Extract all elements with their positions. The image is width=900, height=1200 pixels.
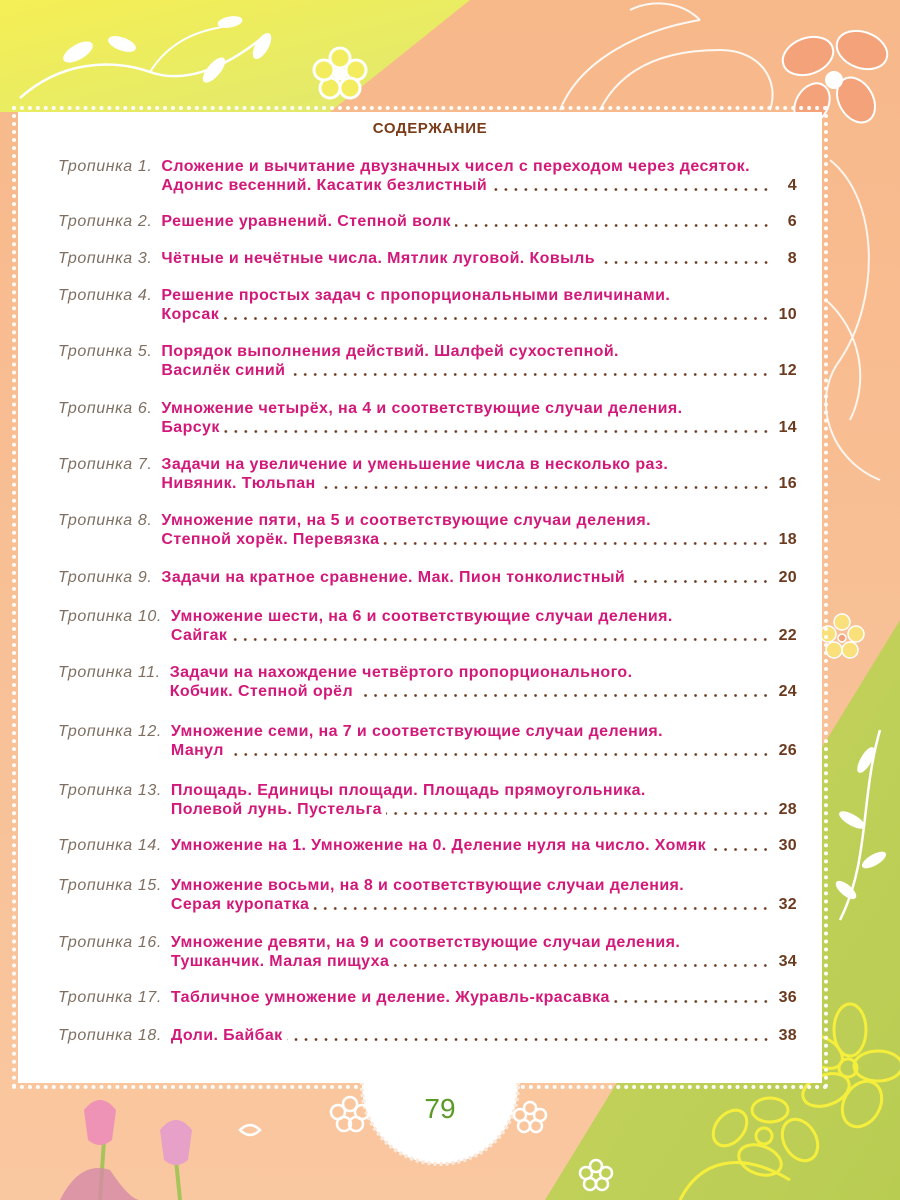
entry-body (161, 511, 797, 549)
entry-title-line: Задачи на увеличение и уменьшение числа в несколько раз. (161, 456, 669, 473)
toc-entry (58, 1026, 797, 1045)
entry-body (161, 568, 797, 587)
entry-title-text: Тушканчик. Малая пищуха (170, 953, 390, 970)
entry-last-line (171, 895, 797, 914)
entry-title-text: Полевой лунь. Пустельга (170, 801, 382, 818)
entry-page-number: 38 (778, 1027, 797, 1044)
entry-last-line (161, 361, 797, 380)
entry-body (170, 663, 797, 701)
entry-page-number: 18 (778, 531, 797, 548)
dot-leader (491, 188, 771, 191)
entry-title-text: Нивяник. Тюльпан (161, 475, 316, 492)
dot-leader (231, 638, 770, 641)
entry-page-number: 24 (778, 683, 797, 700)
entry-label: Тропинка 14. (58, 837, 162, 854)
entry-body (161, 286, 797, 324)
entry-page-number: 12 (778, 362, 797, 379)
toc-entry (58, 286, 797, 324)
entry-body (161, 157, 797, 195)
entry-label: Тропинка 8. (58, 512, 153, 529)
entry-title-text: Степной хорёк. Перевязка (161, 531, 380, 548)
entry-label: Тропинка 10. (58, 608, 162, 625)
entry-page-number: 6 (787, 213, 797, 230)
toc-entry (58, 511, 797, 549)
entry-last-line (161, 530, 797, 549)
entry-label: Тропинка 2. (58, 213, 153, 230)
entry-title-line: Площадь. Единицы площади. Площадь прямоугольника. (170, 782, 646, 799)
entry-page-number: 30 (778, 837, 797, 854)
entry-body (171, 933, 797, 971)
dot-leader (710, 848, 771, 851)
entry-last-line (171, 800, 797, 819)
entry-title-text: Манул (170, 742, 224, 759)
entry-body (171, 836, 797, 855)
dot-leader (599, 261, 771, 264)
entry-body (171, 1026, 797, 1045)
entry-body (171, 988, 797, 1007)
entry-title-text: Табличное умножение и деление. Журавль-красавка (170, 989, 610, 1006)
entry-body (171, 607, 797, 645)
entry-page-number: 26 (778, 742, 797, 759)
toc-entry (58, 933, 797, 971)
entry-title-line: Порядок выполнения действий. Шалфей сухостепной. (161, 343, 619, 360)
dot-leader (455, 224, 771, 227)
entry-title-text: Корсак (161, 306, 220, 323)
page-number: 79 (424, 1093, 456, 1124)
toc-entry (58, 342, 797, 380)
entry-last-line (171, 626, 797, 645)
entry-page-number: 32 (778, 896, 797, 913)
entry-body (161, 249, 797, 268)
entry-label: Тропинка 12. (58, 723, 162, 740)
entry-label: Тропинка 17. (58, 989, 162, 1006)
entry-title-text: Барсук (161, 419, 220, 436)
entry-label: Тропинка 13. (58, 782, 162, 799)
entry-label: Тропинка 11. (58, 664, 161, 681)
entry-label: Тропинка 15. (58, 877, 162, 894)
entry-last-line (161, 249, 797, 268)
entry-label: Тропинка 3. (58, 250, 153, 267)
entry-title-line: Умножение девяти, на 9 и соответствующие случаи деления. (170, 934, 681, 951)
entry-last-line (171, 836, 797, 855)
entry-page-number: 20 (778, 569, 797, 586)
dot-leader (228, 753, 771, 756)
entry-title-line: Умножение шести, на 6 и соответствующие случаи деления. (170, 608, 673, 625)
entry-last-line (171, 952, 797, 971)
dot-leader (629, 580, 770, 583)
entry-title-text: Задачи на кратное сравнение. Мак. Пион тонколистный (161, 569, 626, 586)
entry-title-line: Задачи на нахождение четвёртого пропорционального. (169, 664, 633, 681)
entry-body (171, 781, 797, 819)
entry-title-text: Чётные и нечётные числа. Мятлик луговой. Ковыль (161, 250, 595, 267)
dot-leader (313, 907, 770, 910)
entry-title-line: Решение простых задач с пропорциональными величинами. (161, 287, 671, 304)
toc-entry (58, 663, 797, 701)
entry-last-line (170, 682, 797, 701)
entry-last-line (171, 741, 797, 760)
entry-title-text: Сайгак (170, 627, 228, 644)
entry-page-number: 14 (778, 419, 797, 436)
entry-title-line: Сложение и вычитание двузначных чисел с переходом через десяток. (161, 158, 750, 175)
dot-leader (614, 1000, 771, 1003)
entry-label: Тропинка 7. (58, 456, 153, 473)
entry-title-line: Умножение семи, на 7 и соответствующие случаи деления. (170, 723, 664, 740)
entry-body (171, 876, 797, 914)
entry-page-number: 10 (778, 306, 797, 323)
entry-body (161, 455, 797, 493)
entry-body (161, 342, 797, 380)
entry-title-text: Адонис весенний. Касатик безлистный (161, 177, 488, 194)
entry-title-line: Умножение четырёх, на 4 и соответствующие случаи деления. (161, 400, 683, 417)
entry-label: Тропинка 6. (58, 400, 153, 417)
entry-title-text: Серая куропатка (170, 896, 310, 913)
entry-title-text: Умножение на 1. Умножение на 0. Деление нуля на число. Хомяк (170, 837, 707, 854)
toc-entry (58, 568, 797, 587)
entry-last-line (161, 418, 797, 437)
toc-entry (58, 249, 797, 268)
entry-last-line (161, 212, 797, 231)
toc-entry (58, 781, 797, 819)
entry-page-number: 36 (778, 989, 797, 1006)
entry-page-number: 4 (787, 177, 797, 194)
toc-entry (58, 157, 797, 195)
entry-title-text: Доли. Байбак (170, 1027, 283, 1044)
entry-last-line (171, 988, 797, 1007)
dot-leader (287, 1038, 771, 1041)
entry-label: Тропинка 1. (58, 158, 153, 175)
toc-entry (58, 836, 797, 855)
entry-label: Тропинка 16. (58, 934, 162, 951)
toc-entry (58, 876, 797, 914)
toc-entry (58, 722, 797, 760)
page-title: СОДЕРЖАНИЕ (372, 120, 488, 137)
entry-page-number: 22 (778, 627, 797, 644)
dot-leader (289, 373, 770, 376)
entry-last-line (161, 568, 797, 587)
entry-last-line (161, 176, 797, 195)
toc-entry (58, 607, 797, 645)
entry-label: Тропинка 18. (58, 1027, 162, 1044)
toc-entry (58, 212, 797, 231)
entry-label: Тропинка 5. (58, 343, 153, 360)
entry-body (161, 212, 797, 231)
dot-leader (320, 486, 771, 489)
entry-title-text: Кобчик. Степной орёл (169, 683, 354, 700)
entry-page-number: 28 (778, 801, 797, 818)
dot-leader (357, 694, 771, 697)
entry-last-line (161, 474, 797, 493)
dot-leader (383, 542, 770, 545)
dot-leader (224, 430, 771, 433)
entry-last-line (161, 305, 797, 324)
entry-page-number: 34 (778, 953, 797, 970)
entry-title-text: Решение уравнений. Степной волк (161, 213, 451, 230)
entry-label: Тропинка 4. (58, 287, 153, 304)
entry-body (171, 722, 797, 760)
dot-leader (393, 964, 770, 967)
toc-entry (58, 399, 797, 437)
dot-leader (386, 812, 771, 815)
entry-title-text: Василёк синий (161, 362, 286, 379)
entry-body (161, 399, 797, 437)
entry-page-number: 8 (787, 250, 797, 267)
entry-last-line (171, 1026, 797, 1045)
toc-entry (58, 988, 797, 1007)
entry-title-line: Умножение пяти, на 5 и соответствующие случаи деления. (161, 512, 651, 529)
dot-leader (223, 317, 770, 320)
table-of-contents (58, 0, 797, 1200)
entry-title-line: Умножение восьми, на 8 и соответствующие случаи деления. (170, 877, 685, 894)
entry-label: Тропинка 9. (58, 569, 153, 586)
toc-entry (58, 455, 797, 493)
entry-page-number: 16 (778, 475, 797, 492)
